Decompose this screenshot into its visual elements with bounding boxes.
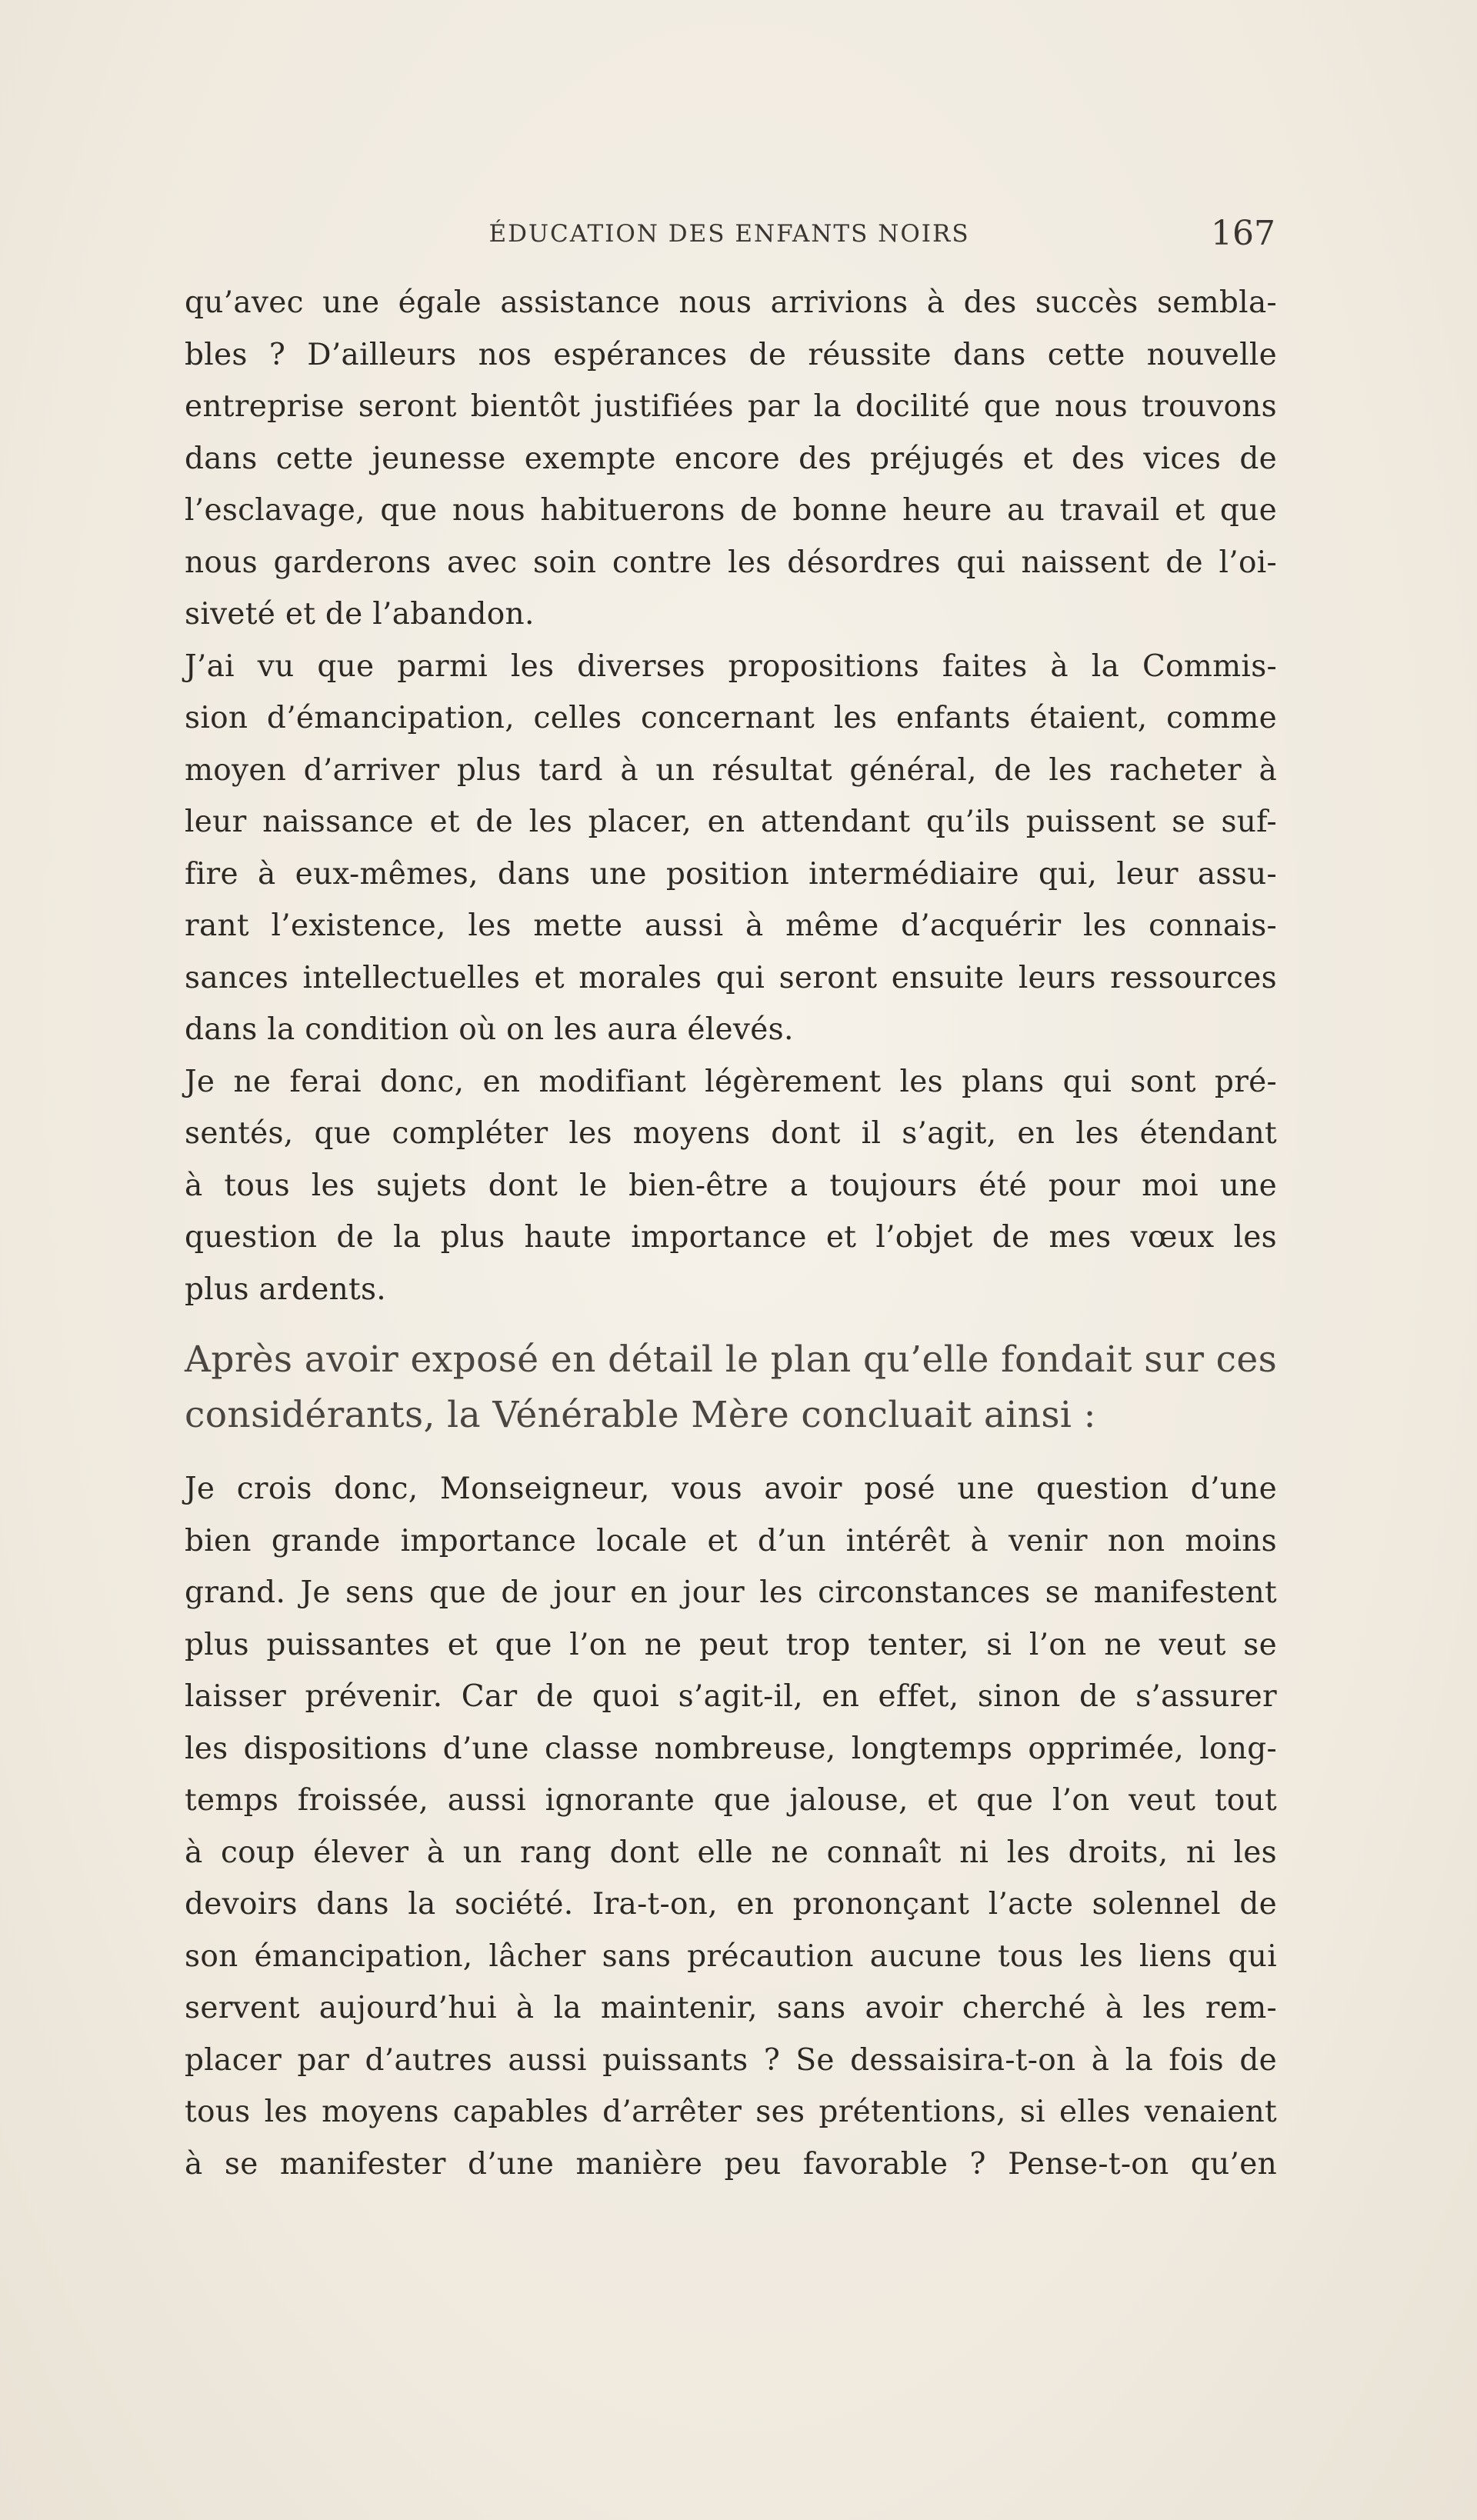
text-line: qu’avec une égale assistance nous arrivions à des succès sembla- [185,285,1277,320]
text-line: tous les moyens capables d’arrêter ses prétentions, si elles venaient [185,2095,1277,2129]
narration-paragraph [185,1332,1277,1443]
text-line: les dispositions d’une classe nombreuse, longtemps opprimée, long- [185,1731,1277,1766]
text-line: Je crois donc, Monseigneur, vous avoir posé une question d’une [185,1472,1277,1506]
text-line: plus puissantes et que l’on ne peut trop tenter, si l’on ne veut se [185,1627,1277,1662]
running-head [183,214,1275,260]
page-number: 167 [1211,214,1275,253]
text-line: son émancipation, lâcher sans précaution aucune tous les liens qui [185,1938,1277,1974]
text-line: placer par d’autres aussi puissants ? Se dessaisira-t-on à la fois de [185,2042,1277,2078]
closing-paragraph [185,1463,1277,2190]
text-line: bles ? D’ailleurs nos espérances de réussite dans cette nouvelle [185,337,1277,372]
text-line: J’ai vu que parmi les diverses propositions faites à la Commis- [185,648,1277,684]
text-line: grand. Je sens que de jour en jour les circonstances se manifestent [185,1575,1277,1610]
text-line: moyen d’arriver plus tard à un résultat général, de les racheter à [185,752,1277,788]
text-line: servent aujourd’hui à la maintenir, sans avoir cherché à les rem- [185,1991,1277,2025]
text-line: laisser prévenir. Car de quoi s’agit-il, en effet, sinon de s’assurer [185,1679,1277,1714]
text-line: leur naissance et de les placer, en attendant qu’ils puissent se suf- [185,805,1277,839]
text-line: sion d’émancipation, celles concernant les enfants étaient, comme [185,701,1277,735]
text-line: entreprise seront bientôt justifiées par la docilité que nous trouvons [185,389,1277,424]
paragraph-1 [185,277,1277,641]
text-line: sances intellectuelles et morales qui seront ensuite leurs ressources [185,960,1277,995]
text-line: l’esclavage, que nous habituerons de bonne heure au travail et que [185,493,1277,528]
text-line: plus ardents. [185,1272,387,1307]
text-line: à coup élever à un rang dont elle ne connaît ni les droits, ni les [185,1835,1277,1870]
running-title: ÉDUCATION DES ENFANTS NOIRS [488,220,970,248]
body-text [185,277,1277,2190]
text-line: sentés, que compléter les moyens dont il s’agit, en les étendant [185,1116,1277,1151]
text-line: bien grande importance locale et d’un intérêt à venir non moins [185,1523,1277,1558]
text-line: à se manifester d’une manière peu favorable ? Pense-t-on qu’en [185,2146,1277,2182]
paragraph-3 [185,1056,1277,1316]
text-line: temps froissée, aussi ignorante que jalouse, et que l’on veut tout [185,1783,1277,1818]
text-line: à tous les sujets dont le bien-être a toujours été pour moi une [185,1168,1277,1203]
text-line: Après avoir exposé en détail le plan qu’elle fondait sur ces [185,1338,1278,1381]
text-line: fire à eux-mêmes, dans une position intermédiaire qui, leur assu- [185,856,1277,892]
text-line: question de la plus haute importance et l’objet de mes vœux les [185,1220,1277,1255]
text-line: devoirs dans la société. Ira-t-on, en prononçant l’acte solennel de [185,1887,1277,1922]
text-line: dans cette jeunesse exempte encore des préjugés et des vices de [185,441,1277,476]
text-line: nous garderons avec soin contre les désordres qui naissent de l’oi- [185,545,1277,580]
paragraph-2 [185,641,1277,1056]
text-line: siveté et de l’abandon. [185,597,535,632]
text-line: rant l’existence, les mette aussi à même d’acquérir les connais- [185,908,1277,943]
text-line: considérants, la Vénérable Mère concluait ainsi : [185,1394,1096,1436]
text-line: Je ne ferai donc, en modifiant légèrement les plans qui sont pré- [185,1064,1277,1099]
text-line: dans la condition où on les aura élevés. [185,1012,794,1047]
